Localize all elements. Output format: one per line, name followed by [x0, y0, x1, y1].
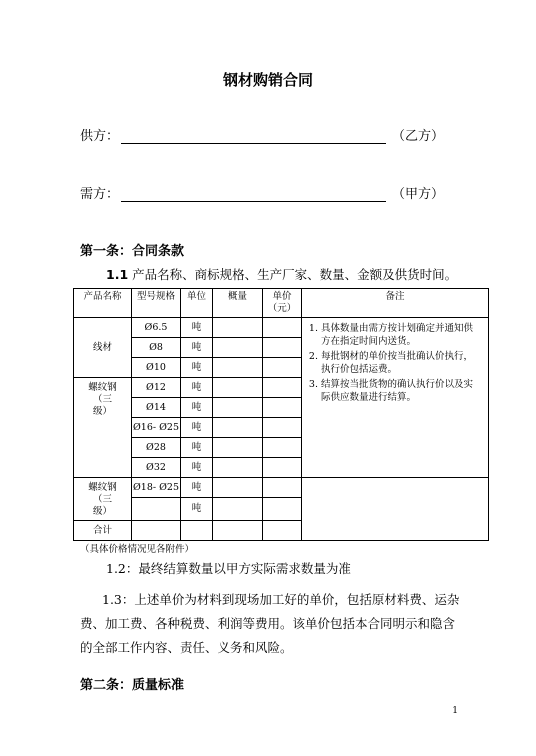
note-item: 2. 每批钢材的单价按当批确认价执行，执行价包括运费。 [321, 350, 482, 376]
notes-cell-empty [302, 478, 489, 541]
unit-cell: 吨 [181, 338, 213, 358]
quantity-cell [213, 478, 263, 498]
unit-cell: 吨 [181, 318, 213, 338]
buyer-suffix: （甲方） [392, 187, 445, 202]
spec-cell: Ø10 [132, 358, 181, 378]
price-cell [263, 358, 302, 378]
unit-cell: 吨 [181, 358, 213, 378]
supplier-blank [121, 131, 386, 144]
header-product-name: 产品名称 [74, 289, 132, 318]
quantity-cell [213, 318, 263, 338]
spec-cell: Ø12 [132, 378, 181, 398]
buyer-line [80, 183, 444, 202]
quantity-cell [213, 498, 263, 521]
price-cell [263, 318, 302, 338]
clause-1-2: 1.2：最终结算数量以甲方实际需求数量为准 [106, 561, 351, 576]
buyer-label: 需方： [80, 187, 120, 202]
quantity-cell [213, 338, 263, 358]
header-unit-price: 单价（元） [263, 289, 302, 318]
header-notes: 备注 [302, 289, 489, 318]
quantity-cell [213, 438, 263, 458]
clause-1-3: 1.3：上述单价为材料到现场加工好的单价，包括原材料费、运杂费、加工费、各种税费、利润等费用。该单价包括本合同明示和隐含的全部工作内容、责任、义务和风险。 [80, 592, 460, 655]
notes-cell [302, 318, 489, 478]
unit-cell: 吨 [181, 478, 213, 498]
price-cell [263, 398, 302, 418]
product-table [73, 288, 489, 541]
price-cell [263, 378, 302, 398]
spec-cell: Ø18- Ø25 [132, 478, 181, 498]
table-footnote: （具体价格情况见各附件） [80, 544, 195, 555]
spec-cell: Ø14 [132, 398, 181, 418]
unit-cell: 吨 [181, 438, 213, 458]
section1-heading: 第一条：合同条款 [80, 244, 185, 259]
spec-cell: Ø16- Ø25 [132, 418, 181, 438]
price-cell [263, 498, 302, 521]
note-item: 1. 具体数量由需方按计划确定并通知供方在指定时间内送货。 [321, 322, 482, 348]
price-cell [263, 418, 302, 438]
clause-1-1-text: 产品名称、商标规格、生产厂家、数量、金额及供货时间。 [132, 267, 458, 282]
unit-cell: 吨 [181, 398, 213, 418]
table-row [74, 478, 489, 498]
header-unit: 单位 [181, 289, 213, 318]
table-header-row [74, 289, 489, 318]
section2-heading: 第二条：质量标准 [80, 678, 185, 693]
quantity-cell [213, 378, 263, 398]
supplier-line [80, 125, 444, 144]
total-label: 合计 [74, 521, 132, 541]
table-row [74, 318, 489, 338]
quantity-cell [213, 358, 263, 378]
spec-cell: Ø8 [132, 338, 181, 358]
quantity-cell [213, 458, 263, 478]
note-item: 3. 结算按当批货物的确认执行价以及实际供应数量进行结算。 [321, 378, 482, 404]
spec-cell: Ø6.5 [132, 318, 181, 338]
document-title: 钢材购销合同 [222, 71, 313, 89]
price-cell [263, 338, 302, 358]
clause-1-1 [106, 265, 457, 283]
header-spec: 型号规格 [132, 289, 181, 318]
clause-1-1-number: 1.1 [106, 267, 129, 282]
buyer-blank [121, 189, 386, 202]
unit-cell: 吨 [181, 378, 213, 398]
unit-cell: 吨 [181, 418, 213, 438]
price-cell [263, 438, 302, 458]
total-quantity-cell [213, 521, 263, 541]
unit-cell: 吨 [181, 458, 213, 478]
product-name-cell: 螺纹钢（三级） [74, 478, 132, 521]
product-name-cell: 螺纹钢（三级） [74, 378, 132, 478]
supplier-suffix: （乙方） [392, 129, 445, 144]
total-price-cell [263, 521, 302, 541]
quantity-cell [213, 418, 263, 438]
price-cell [263, 478, 302, 498]
total-unit-cell [181, 521, 213, 541]
total-spec-cell [132, 521, 181, 541]
header-quantity: 概量 [213, 289, 263, 318]
supplier-label: 供方： [80, 129, 120, 144]
spec-cell [132, 498, 181, 521]
unit-cell: 吨 [181, 498, 213, 521]
spec-cell: Ø28 [132, 438, 181, 458]
product-name-cell: 线材 [74, 318, 132, 378]
quantity-cell [213, 398, 263, 418]
spec-cell: Ø32 [132, 458, 181, 478]
page-number: 1 [452, 706, 458, 716]
price-cell [263, 458, 302, 478]
